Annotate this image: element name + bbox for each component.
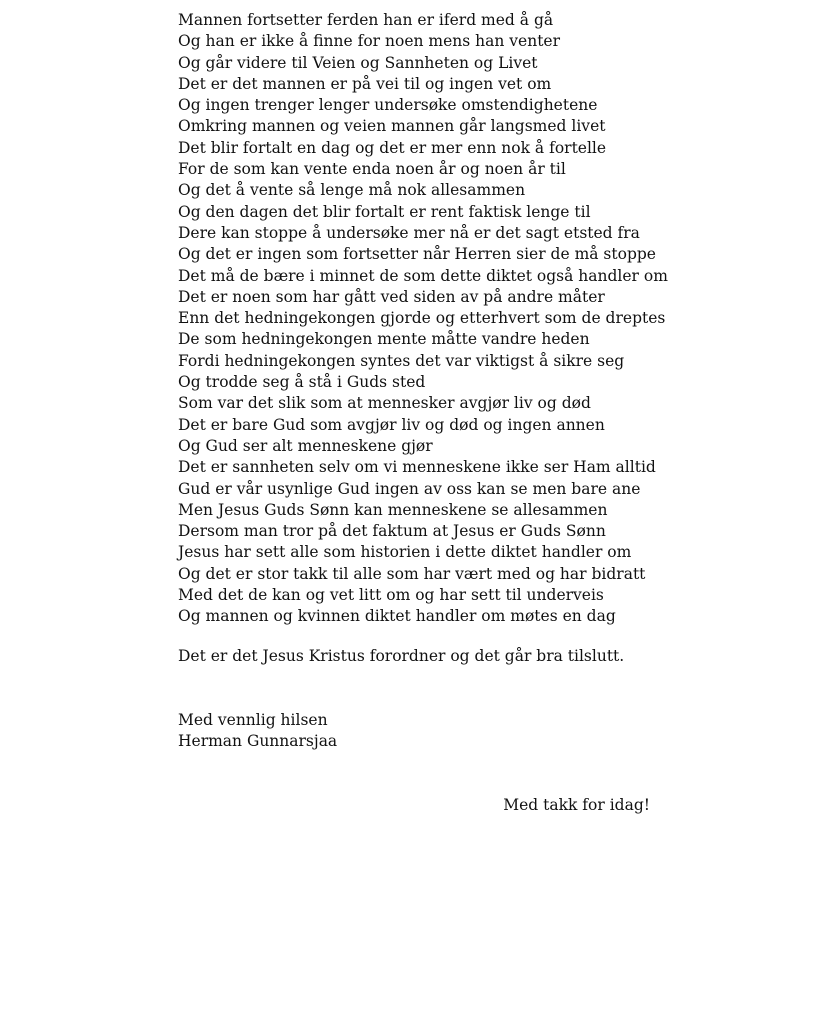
poem-line: De som hedningekongen mente måtte vandre heden: [178, 330, 590, 349]
poem-line: Det er noen som har gått ved siden av på andre måter: [178, 287, 605, 306]
poem-line: Jesus har sett alle som historien i dette diktet handler om: [178, 543, 632, 562]
poem-line: Og den dagen det blir fortalt er rent faktisk lenge til: [178, 202, 591, 221]
poem-line: Og det er ingen som fortsetter når Herren sier de må stoppe: [178, 245, 656, 264]
poem-line: Og det å vente så lenge må nok allesammen: [178, 181, 526, 200]
poem-line: Dere kan stoppe å undersøke mer nå er det sagt etsted fra: [178, 223, 640, 242]
poem-line: Og går videre til Veien og Sannheten og Livet: [178, 53, 538, 72]
poem-line: Mannen fortsetter ferden han er iferd med å gå: [178, 11, 554, 29]
poem-line: Men Jesus Guds Sønn kan menneskene se allesammen: [178, 500, 608, 519]
poem-line: Og det er stor takk til alle som har vært med og har bidratt: [178, 564, 646, 583]
signoff-block: [178, 710, 337, 753]
poem-line: Som var det slik som at mennesker avgjør liv og død: [178, 394, 591, 413]
poem-line: Det er sannheten selv om vi menneskene ikke ser Ham alltid: [178, 458, 656, 477]
thanks-note: Med takk for idag!: [503, 796, 650, 814]
poem-body: [178, 10, 778, 628]
poem-line: Det er bare Gud som avgjør liv og død og ingen annen: [178, 415, 605, 434]
poem-line: Og ingen trenger lenger undersøke omstendighetene: [178, 96, 598, 115]
poem-line: Omkring mannen og veien mannen går langsmed livet: [178, 117, 606, 136]
poem-line: Det er det mannen er på vei til og ingen vet om: [178, 74, 552, 93]
poem-line: For de som kan vente enda noen år og noen år til: [178, 160, 566, 179]
signoff-greeting: Med vennlig hilsen: [178, 711, 328, 729]
signoff-author: Herman Gunnarsjaa: [178, 732, 338, 751]
poem-line: Og Gud ser alt menneskene gjør: [178, 436, 433, 455]
poem-line: Og han er ikke å finne for noen mens han venter: [178, 32, 561, 51]
poem-line: Det blir fortalt en dag og det er mer enn nok å fortelle: [178, 138, 607, 157]
poem-line: Gud er vår usynlige Gud ingen av oss kan se men bare ane: [178, 479, 641, 498]
poem-line: Med det de kan og vet litt om og har sett til underveis: [178, 586, 604, 605]
poem-line: Enn det hedningekongen gjorde og etterhvert som de dreptes: [178, 309, 666, 328]
poem-line: Og mannen og kvinnen diktet handler om møtes en dag: [178, 607, 616, 626]
poem-line: Og trodde seg å stå i Guds sted: [178, 373, 426, 392]
poem-line: Det må de bære i minnet de som dette diktet også handler om: [178, 266, 668, 285]
poem-line: Fordi hedningekongen syntes det var viktigst å sikre seg: [178, 351, 625, 370]
poem-closing-line: Det er det Jesus Kristus forordner og det går bra tilslutt.: [178, 647, 625, 665]
poem-line: Dersom man tror på det faktum at Jesus er Guds Sønn: [178, 522, 606, 541]
